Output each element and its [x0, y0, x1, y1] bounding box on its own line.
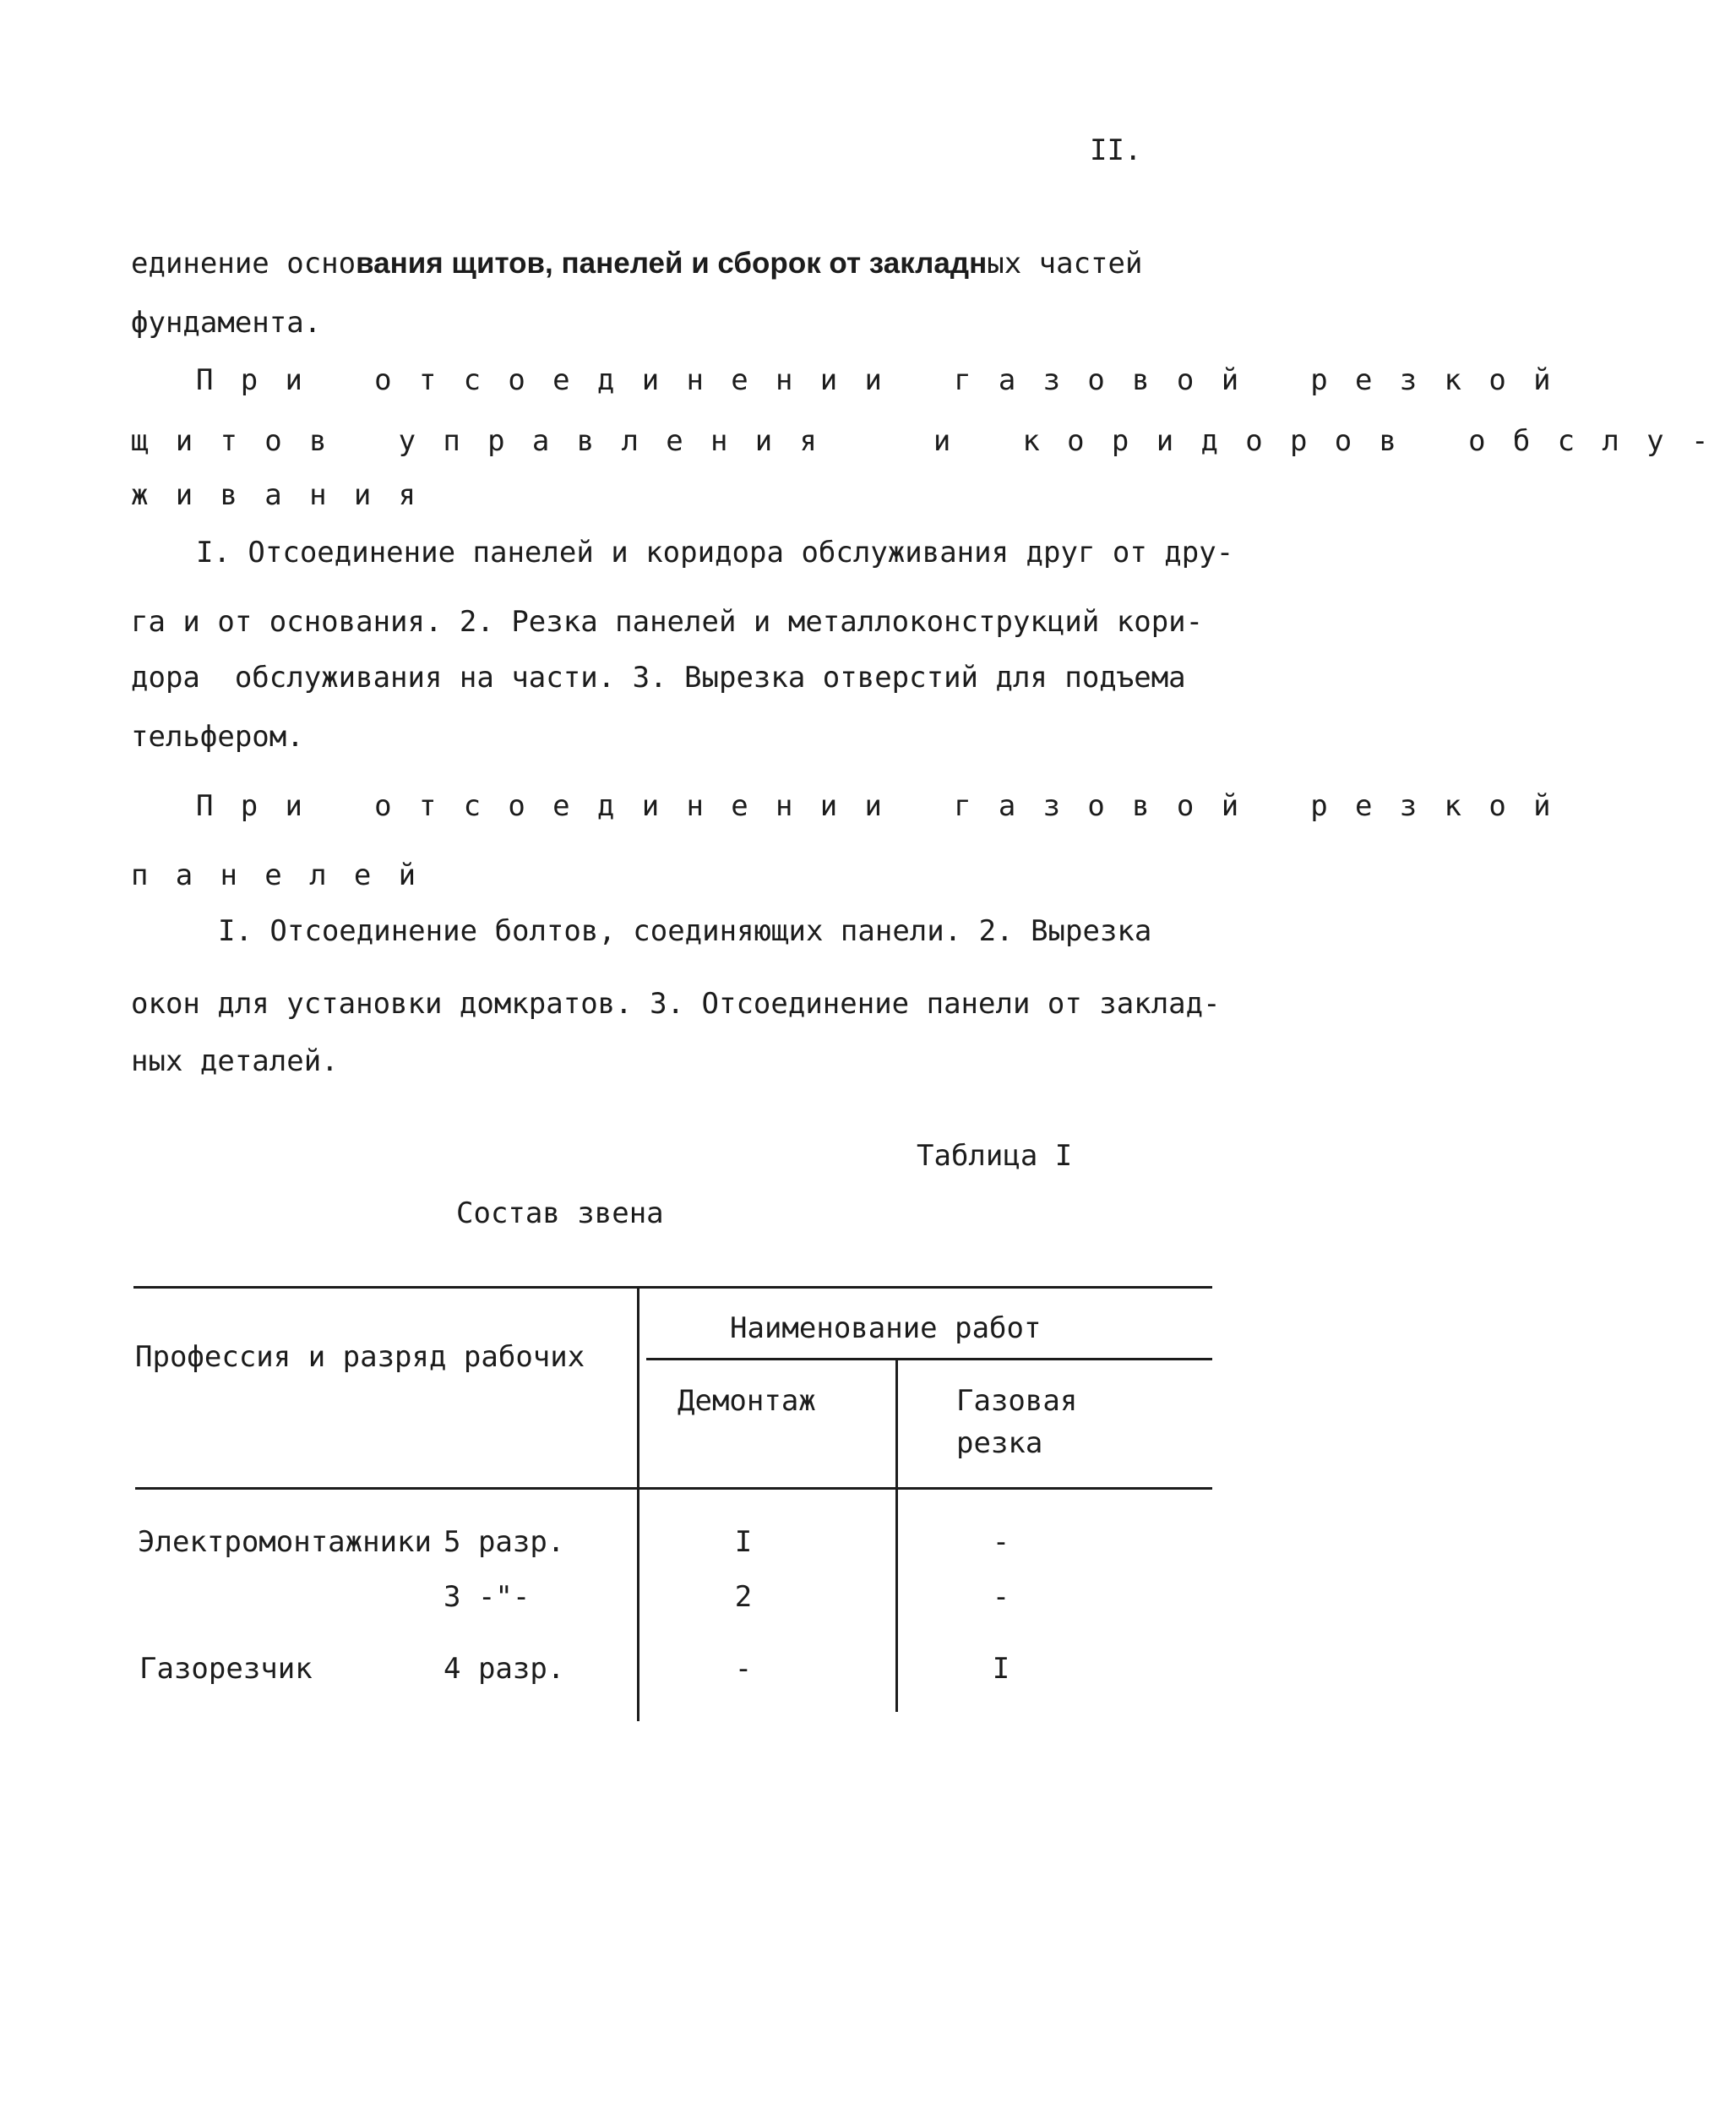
- table-cell-grade: 3 -"-: [444, 1580, 531, 1614]
- table-column-divider: [637, 1286, 639, 1721]
- header-gas-cut: Газовая: [956, 1384, 1078, 1418]
- table-cell-grade: 5 разр.: [444, 1525, 565, 1559]
- table-cell-profession: Газорезчик: [139, 1652, 313, 1686]
- section-heading: При отсоединении газовой резкой: [196, 363, 1578, 397]
- paragraph-line: [131, 247, 1142, 281]
- paragraph-line: тельфером.: [131, 720, 304, 754]
- table-cell-gas-cut: I: [992, 1652, 1010, 1686]
- table-column-divider: [895, 1359, 898, 1712]
- section-heading: щитов управления и коридоров обслу-: [131, 424, 1736, 458]
- table-header-subrule: [646, 1358, 1212, 1360]
- bold-text-fragment: вания щитов, панелей и сборок от закладн: [356, 247, 988, 280]
- table-cell-grade: 4 разр.: [444, 1652, 565, 1686]
- header-dismantle: Демонтаж: [678, 1384, 816, 1418]
- text-fragment: единение осно: [131, 247, 356, 281]
- paragraph-line: I. Отсоединение болтов, соединяющих панели. 2. Вырезка: [218, 914, 1152, 948]
- table-cell-dismantle: 2: [734, 1580, 753, 1614]
- table-cell-dismantle: -: [734, 1652, 753, 1686]
- table-header-bottom-rule: [135, 1487, 1212, 1490]
- table-cell-gas-cut: -: [992, 1525, 1010, 1559]
- text-fragment: ых частей: [987, 247, 1143, 281]
- table-label: Таблица I: [917, 1139, 1073, 1173]
- section-heading: панелей: [131, 858, 444, 892]
- paragraph-line: га и от основания. 2. Резка панелей и металлоконструкций кори-: [131, 605, 1204, 639]
- table-top-rule: [133, 1286, 1212, 1289]
- table-cell-profession: Электромонтажники: [138, 1525, 432, 1559]
- paragraph-line: ных деталей.: [131, 1044, 339, 1078]
- page-number: II.: [1090, 134, 1142, 167]
- table-title: Состав звена: [456, 1196, 664, 1230]
- header-profession: Профессия и разряд рабочих: [135, 1340, 585, 1374]
- paragraph-line: фундамента.: [131, 306, 322, 340]
- paragraph-line: окон для установки домкратов. 3. Отсоединение панели от заклад-: [131, 987, 1221, 1021]
- section-heading: живания: [131, 478, 444, 512]
- paragraph-line: дора обслуживания на части. 3. Вырезка отверстий для подъема: [131, 661, 1186, 695]
- header-works-group: Наименование работ: [730, 1311, 1042, 1345]
- table-cell-gas-cut: -: [992, 1580, 1010, 1614]
- section-heading: При отсоединении газовой резкой: [196, 789, 1578, 823]
- table-cell-dismantle: I: [734, 1525, 753, 1559]
- paragraph-line: I. Отсоединение панелей и коридора обслуживания друг от дру-: [196, 536, 1234, 570]
- header-gas-cut: резка: [956, 1426, 1043, 1460]
